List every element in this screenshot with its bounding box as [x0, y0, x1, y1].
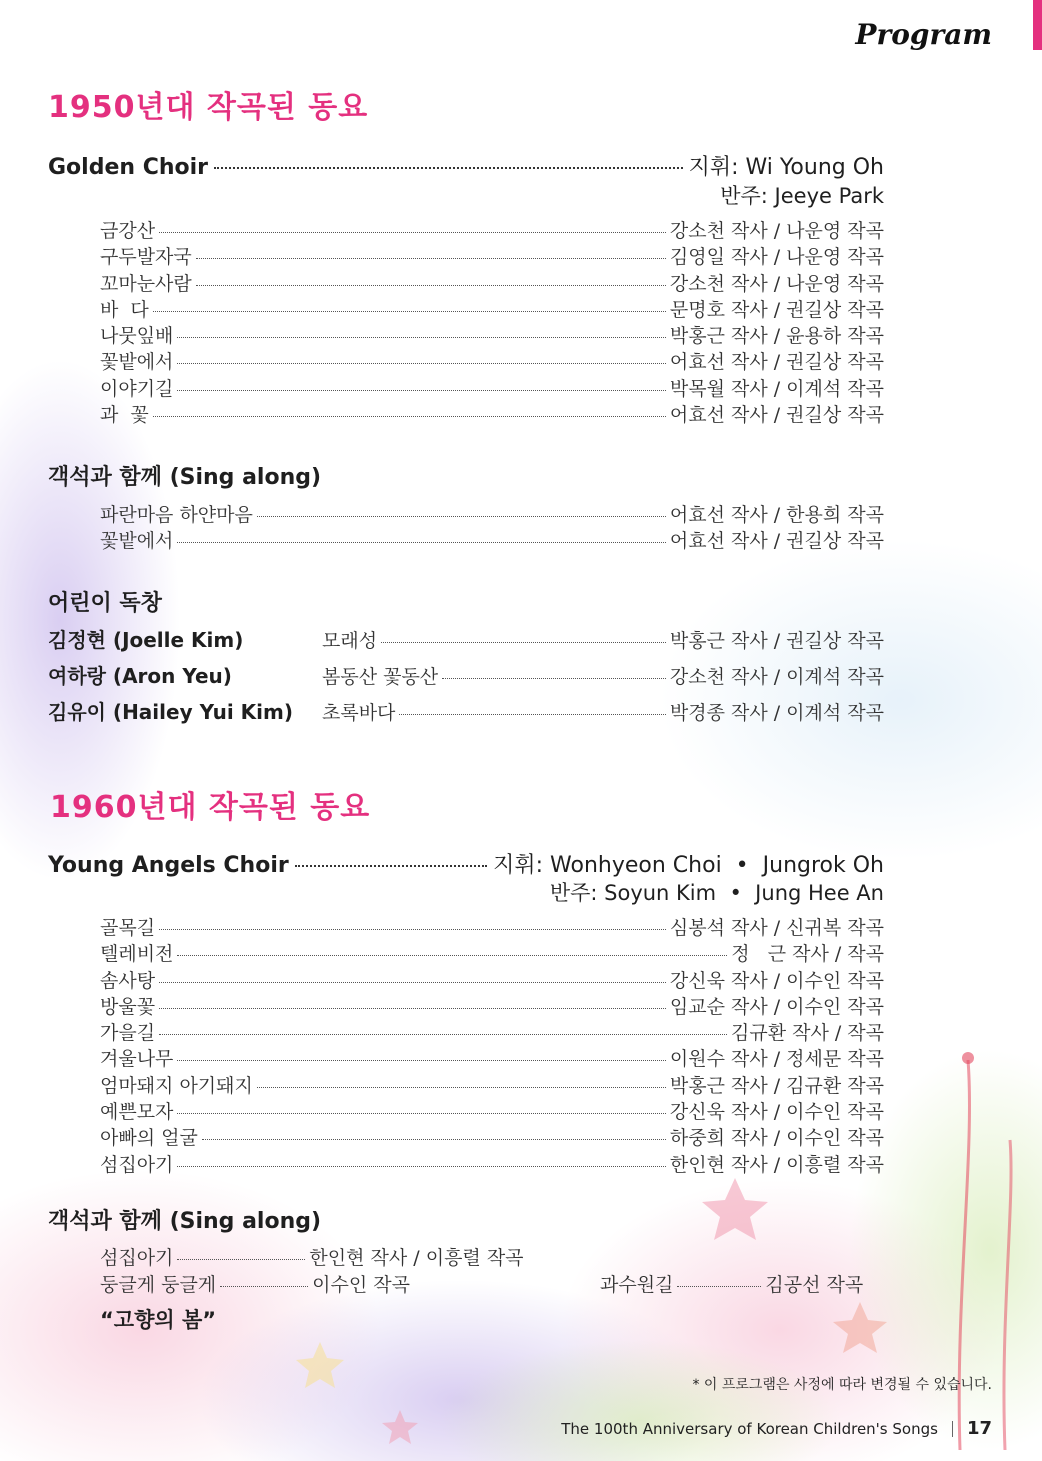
choir-name: Golden Choir	[48, 155, 209, 180]
song-credit: 김공선 작곡	[765, 1274, 864, 1296]
leader-dots	[214, 167, 683, 169]
solo-credit: 박홍근 작사 / 권길상 작곡	[669, 630, 884, 652]
song-title: 예쁜모자	[100, 1101, 174, 1124]
song-credit: 강신욱 작사 / 이수인 작곡	[669, 1101, 884, 1124]
song-title: 방울꽃	[100, 995, 156, 1018]
song-title: 솜사탕	[100, 969, 156, 992]
solo-row	[48, 696, 884, 725]
song-credit: 정 근 작사 / 작곡	[731, 943, 884, 966]
leader-dots	[177, 1259, 305, 1260]
section-title-1960s: 1960년대 작곡된 동요	[50, 790, 371, 825]
song-row	[100, 1097, 884, 1123]
song-credit: 이원수 작사 / 정세문 작곡	[669, 1048, 884, 1071]
sing-along-row	[100, 1243, 524, 1270]
song-credit: 박홍근 작사 / 윤용하 작곡	[669, 325, 884, 348]
song-credit: 이수인 작곡	[312, 1274, 410, 1296]
sing-along-list-1950s	[100, 500, 884, 553]
song-row	[100, 216, 884, 242]
solo-song: 봄동산 꽃동산	[322, 666, 439, 688]
song-row	[100, 939, 884, 965]
song-title: 과수원길	[600, 1274, 674, 1296]
song-title: 바 다	[100, 298, 149, 321]
song-title: 꽃밭에서	[100, 351, 174, 374]
leader-dots	[196, 285, 666, 286]
solo-credit: 박경종 작사 / 이계석 작곡	[669, 702, 884, 724]
leader-dots	[177, 337, 665, 338]
song-title: 가을길	[100, 1022, 156, 1045]
song-credit: 강소천 작사 / 나운영 작곡	[669, 220, 884, 242]
solo-credit: 강소천 작사 / 이계석 작곡	[669, 666, 884, 688]
choir-conductor: 지휘: Wi Young Oh	[688, 155, 884, 180]
song-credit: 박홍근 작사 / 김규환 작곡	[669, 1074, 884, 1097]
solo-singer: 여하랑 (Aron Yeu)	[48, 664, 232, 688]
song-credit: 강신욱 작사 / 이수인 작곡	[669, 969, 884, 992]
song-title: 섬집아기	[100, 1153, 174, 1176]
sing-along-heading-1950s: 객석과 함께 (Sing along)	[48, 465, 322, 490]
solo-song: 모래성	[322, 630, 378, 652]
leader-dots	[153, 416, 666, 417]
song-title: 꽃밭에서	[100, 530, 174, 553]
leader-dots	[257, 1087, 666, 1088]
song-credit: 어효선 작사 / 권길상 작곡	[669, 351, 884, 374]
song-title: 겨울나무	[100, 1048, 174, 1071]
choir-name: Young Angels Choir	[48, 853, 289, 878]
song-row	[100, 966, 884, 992]
leader-dots	[220, 1286, 308, 1287]
leader-dots	[442, 678, 666, 679]
leader-dots	[202, 1139, 666, 1140]
song-title: 나뭇잎배	[100, 325, 174, 348]
song-row	[100, 992, 884, 1018]
leader-dots	[177, 1060, 665, 1061]
leader-dots	[196, 258, 666, 259]
leader-dots	[177, 390, 665, 391]
song-credit: 김규환 작사 / 작곡	[731, 1022, 884, 1045]
song-title: 이야기길	[100, 377, 174, 400]
program-tab-label: Program	[855, 18, 992, 51]
page-tab-accent	[1033, 0, 1042, 50]
song-title: 엄마돼지 아기돼지	[100, 1074, 253, 1097]
song-row	[100, 500, 884, 526]
solo-singer: 김유이 (Hailey Yui Kim)	[48, 700, 293, 724]
solo-row	[48, 624, 884, 653]
song-title: 꼬마눈사람	[100, 272, 192, 295]
footer-title: The 100th Anniversary of Korean Children's Songs	[561, 1419, 938, 1438]
song-row	[100, 913, 884, 939]
song-row	[100, 1018, 884, 1044]
program-change-note: * 이 프로그램은 사정에 따라 변경될 수 있습니다.	[692, 1377, 992, 1393]
leader-dots	[295, 865, 487, 867]
song-credit: 한인현 작사 / 이흥렬 작곡	[309, 1247, 524, 1269]
song-row	[100, 269, 884, 295]
song-row	[100, 321, 884, 347]
sing-along-row	[100, 1270, 410, 1297]
song-credit: 김영일 작사 / 나운영 작곡	[669, 246, 884, 269]
sing-along-row	[600, 1270, 863, 1297]
song-credit: 임교순 작사 / 이수인 작곡	[669, 995, 884, 1018]
song-row	[100, 374, 884, 400]
footer-divider	[952, 1421, 953, 1437]
leader-dots	[177, 363, 665, 364]
leader-dots	[159, 929, 666, 930]
song-row	[100, 400, 884, 426]
song-row	[100, 1044, 884, 1070]
song-title: 과 꽃	[100, 404, 149, 427]
song-row	[100, 347, 884, 373]
sing-along-quote: “고향의 봄”	[100, 1308, 217, 1332]
solo-row	[48, 660, 884, 689]
leader-dots	[177, 955, 727, 956]
choir-accompanist: 반주: Jeeye Park	[720, 184, 884, 208]
song-title: 섬집아기	[100, 1247, 174, 1269]
song-title: 둥글게 둥글게	[100, 1274, 217, 1296]
song-title: 구두발자국	[100, 246, 192, 269]
choir-golden	[48, 150, 884, 181]
song-credit: 박목월 작사 / 이계석 작곡	[669, 377, 884, 400]
song-credit: 문명호 작사 / 권길상 작곡	[669, 298, 884, 321]
song-title: 금강산	[100, 220, 156, 242]
page-number: 17	[966, 1418, 992, 1439]
solo-singer: 김정현 (Joelle Kim)	[48, 628, 244, 652]
song-row	[100, 295, 884, 321]
leader-dots	[399, 714, 665, 715]
leader-dots	[677, 1286, 761, 1287]
sing-along-heading-1960s: 객석과 함께 (Sing along)	[48, 1209, 322, 1234]
song-list-1960s	[100, 913, 884, 1176]
leader-dots	[177, 1113, 665, 1114]
solo-heading: 어린이 독창	[48, 591, 162, 616]
song-row	[100, 242, 884, 268]
choir-young-angels	[48, 848, 884, 879]
leader-dots	[153, 311, 666, 312]
song-credit: 한인현 작사 / 이흥렬 작곡	[669, 1153, 884, 1176]
leader-dots	[177, 542, 665, 543]
song-credit: 강소천 작사 / 나운영 작곡	[669, 272, 884, 295]
song-row	[100, 526, 884, 552]
leader-dots	[159, 232, 666, 233]
song-credit: 심봉석 작사 / 신귀복 작곡	[669, 917, 884, 939]
song-title: 골목길	[100, 917, 156, 939]
leader-dots	[257, 516, 666, 517]
song-list-1950s	[100, 216, 884, 426]
song-title: 텔레비전	[100, 943, 174, 966]
choir-conductor: 지휘: Wonhyeon Choi • Jungrok Oh	[493, 853, 884, 878]
section-title-1950s: 1950년대 작곡된 동요	[48, 90, 369, 125]
leader-dots	[159, 982, 666, 983]
song-credit: 어효선 작사 / 권길상 작곡	[669, 404, 884, 427]
leader-dots	[381, 642, 666, 643]
song-row	[100, 1123, 884, 1149]
song-row	[100, 1150, 884, 1176]
page-footer	[561, 1418, 992, 1439]
song-title: 파란마음 하얀마음	[100, 504, 253, 526]
choir-accompanist: 반주: Soyun Kim • Jung Hee An	[549, 881, 884, 905]
song-credit: 어효선 작사 / 한용희 작곡	[669, 504, 884, 526]
song-title: 아빠의 얼굴	[100, 1127, 198, 1150]
song-row	[100, 1071, 884, 1097]
solo-song: 초록바다	[322, 702, 396, 724]
leader-dots	[177, 1166, 665, 1167]
song-credit: 하중희 작사 / 이수인 작곡	[669, 1127, 884, 1150]
song-credit: 어효선 작사 / 권길상 작곡	[669, 530, 884, 553]
leader-dots	[159, 1008, 666, 1009]
leader-dots	[159, 1034, 727, 1035]
